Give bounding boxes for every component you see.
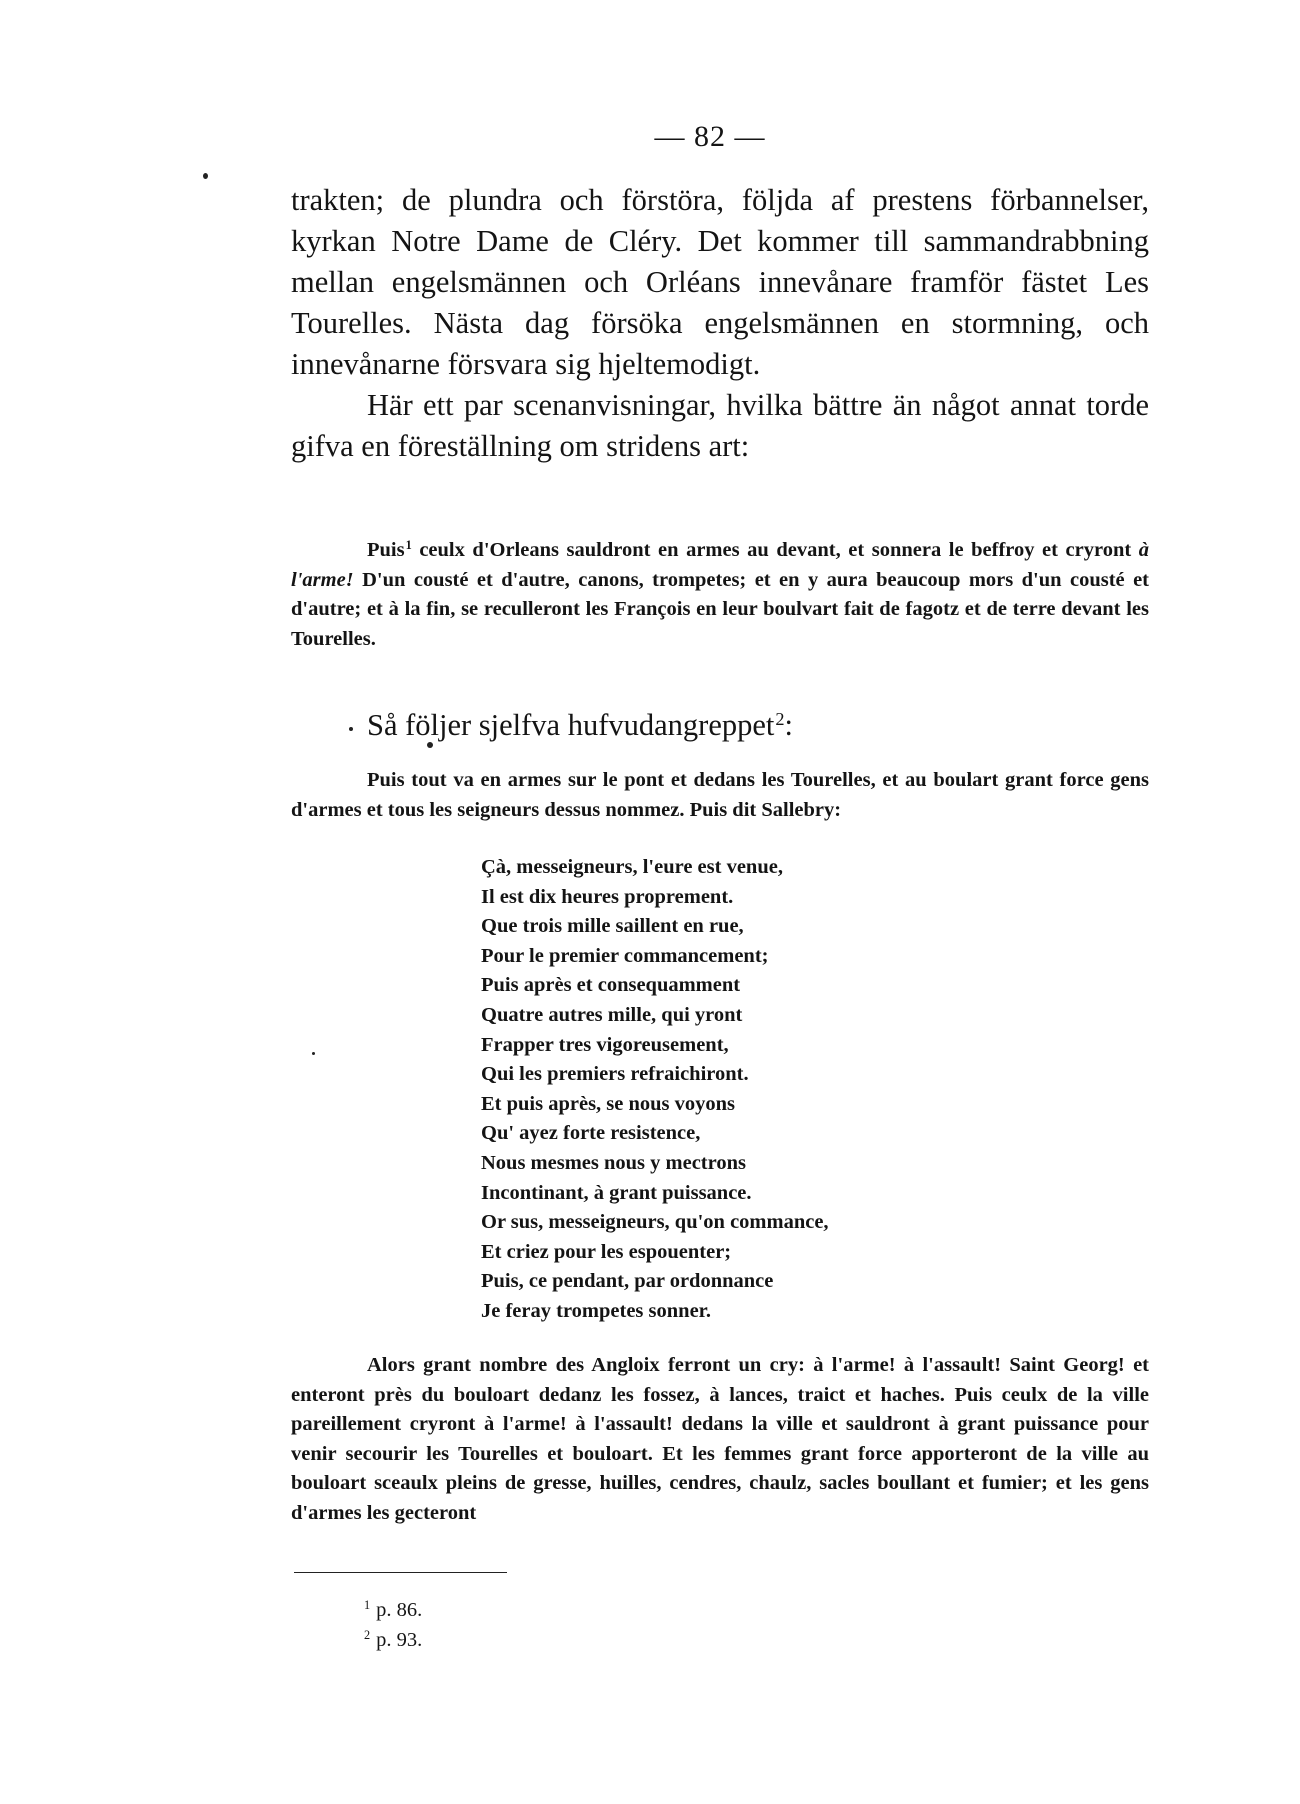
intro-tail: : bbox=[784, 708, 793, 742]
quote-italic-text: à l'arme! bbox=[291, 539, 1149, 591]
quote-text: D'un cousté et d'autre, canons, trompetes; et en y aura beaucoup mors d'un cousté et d'autre; et à la fin, se reculleront les François en leur boulvart fait de fagotz et de terre devant les Tourelles. bbox=[291, 568, 1149, 650]
footnote-divider bbox=[294, 1572, 507, 1573]
scan-speck bbox=[203, 173, 208, 179]
footnote bbox=[364, 1625, 422, 1655]
quoted-stage-direction bbox=[291, 766, 1149, 825]
quote-paragraph bbox=[291, 536, 1149, 654]
quoted-stage-direction bbox=[291, 1351, 1149, 1528]
verse-line: Frapper tres vigoreusement, bbox=[481, 1033, 729, 1056]
verse-block bbox=[481, 853, 829, 1327]
intro-text: Så följer sjelfva hufvudangreppet bbox=[367, 708, 775, 742]
footnote-marker: 1 bbox=[405, 538, 412, 553]
verse-line: Il est dix heures proprement. bbox=[481, 885, 734, 908]
verse-line: Incontinant, à grant puissance. bbox=[481, 1181, 752, 1204]
intro-line bbox=[291, 705, 1149, 746]
quote-paragraph: Alors grant nombre des Angloix ferront un cry: à l'arme! à l'assault! Saint Georg! et enteront près du bouloart dedanz les fossez, à lances, traict et haches. Puis ceulx de la ville pareillement cryront à l'arme! à l'assault! dedans la ville et sauldront à grant puissance pour venir secourir les Tourelles et bouloart. Et les femmes grant force apporteront de la ville au bouloart sceaulx pleins de gresse, huilles, cendres, chaulz, sacles boullant et fumier; et les gens d'armes les gecteront bbox=[291, 1354, 1149, 1524]
footnotes bbox=[364, 1595, 422, 1655]
verse-line: Or sus, messeigneurs, qu'on commance, bbox=[481, 1211, 829, 1234]
footnote-text: p. 86. bbox=[376, 1599, 423, 1621]
scan-speck bbox=[312, 1052, 315, 1055]
quote-text: ceulx d'Orleans sauldront en armes au devant, et sonnera le beffroy et cryront bbox=[411, 539, 1139, 561]
paragraph: Här ett par scenanvisningar, hvilka bättre än något annat torde gifva en föreställning om stridens art: bbox=[291, 388, 1149, 463]
paragraph: trakten; de plundra och förstöra, följda af prestens förbannelser, kyrkan Notre Dame de Cléry. Det kommer till sammandrabbning mellan engelsmännen och Orléans innevånare framför fästet Les Tourelles. Nästa dag försöka engelsmännen en stormning, och innevånarne försvara sig hjeltemodigt. bbox=[291, 183, 1149, 381]
quote-paragraph: Puis tout va en armes sur le pont et dedans les Tourelles, et au boulart grant force gens d'armes et tous les seigneurs dessus nommez. Puis dit Sallebry: bbox=[291, 769, 1149, 821]
main-text bbox=[291, 180, 1149, 467]
verse-line: Que trois mille saillent en rue, bbox=[481, 915, 744, 938]
verse-line: Qu' ayez forte resistence, bbox=[481, 1122, 701, 1145]
verse-line: Pour le premier commancement; bbox=[481, 944, 769, 967]
verse-line: Puis, ce pendant, par ordonnance bbox=[481, 1270, 774, 1293]
quote-lead: Puis bbox=[367, 539, 405, 561]
footnote-number: 2 bbox=[364, 1628, 371, 1643]
page-number: — 82 — bbox=[654, 120, 766, 153]
verse-line: Nous mesmes nous y mectrons bbox=[481, 1151, 746, 1174]
verse-line: Et puis après, se nous voyons bbox=[481, 1092, 736, 1115]
footnote bbox=[364, 1595, 422, 1625]
footnote-number: 1 bbox=[364, 1598, 371, 1613]
verse-line: Puis après et consequamment bbox=[481, 974, 741, 997]
verse-line: Je feray trompetes sonner. bbox=[481, 1299, 712, 1322]
footnote-text: p. 93. bbox=[376, 1629, 423, 1651]
verse-line: Çà, messeigneurs, l'eure est venue, bbox=[481, 856, 783, 878]
verse-line: Qui les premiers refraichiront. bbox=[481, 1063, 749, 1086]
verse-line: Quatre autres mille, qui yront bbox=[481, 1003, 743, 1026]
footnote-marker: 2 bbox=[775, 708, 785, 729]
verse-line: Et criez pour les espouenter; bbox=[481, 1240, 732, 1263]
quoted-stage-direction bbox=[291, 536, 1149, 654]
